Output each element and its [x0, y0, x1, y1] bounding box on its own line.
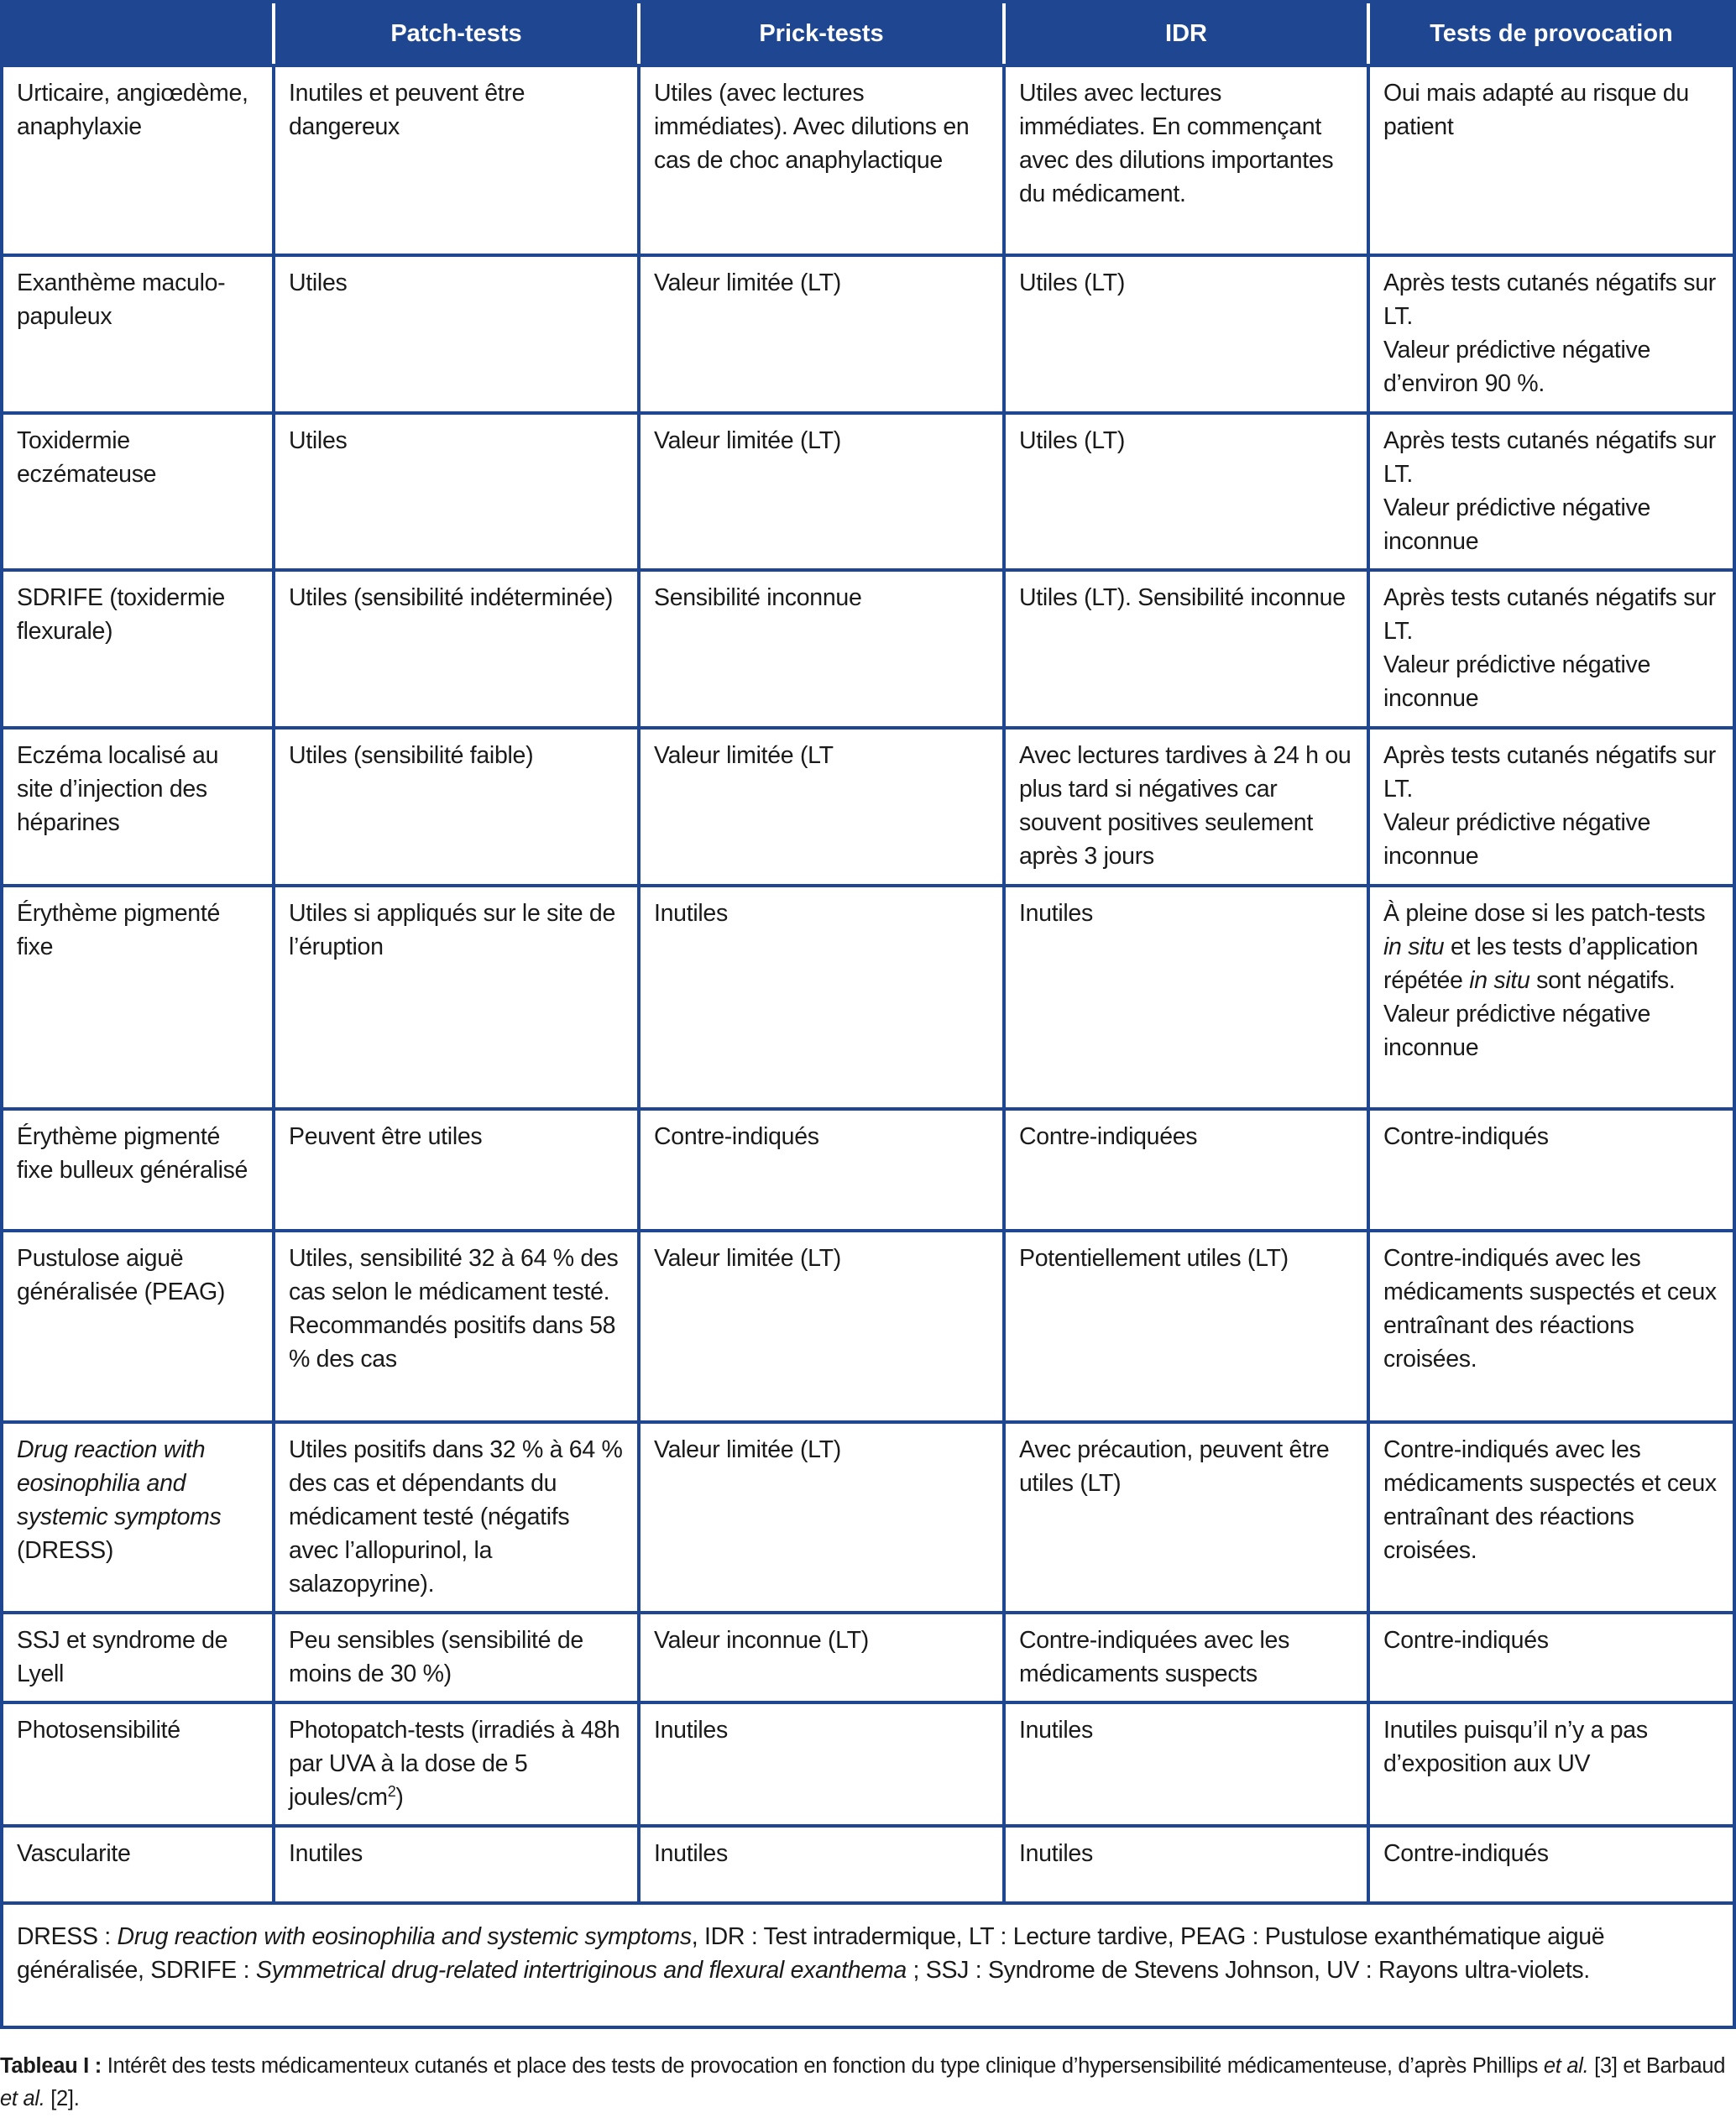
cell-provocation: Inutiles puisqu’il n’y a pas d’exposition aux UV [1368, 1702, 1734, 1826]
table-row [2, 255, 1734, 413]
cell-provocation: Après tests cutanés négatifs sur LT. Valeur prédictive négative inconnue [1368, 413, 1734, 570]
cell-patch: Utiles (sensibilité indéterminée) [274, 570, 639, 728]
cell-provocation: Contre-indiqués [1368, 1613, 1734, 1702]
table-row [2, 570, 1734, 728]
table-row [2, 1826, 1734, 1903]
header-empty [2, 2, 274, 65]
cell-patch: Utiles, sensibilité 32 à 64 % des cas selon le médicament testé. Recommandés positifs dans 58 % des cas [274, 1231, 639, 1422]
cell-prick: Inutiles [639, 1702, 1004, 1826]
cell-idr: Utiles (LT) [1004, 413, 1368, 570]
header-row [2, 2, 1734, 65]
table-row [2, 413, 1734, 570]
cell-type: Drug reaction with eosinophilia and systemic symptoms (DRESS) [2, 1422, 274, 1613]
cell-type: SSJ et syndrome de Lyell [2, 1613, 274, 1702]
cell-prick: Valeur limitée (LT) [639, 413, 1004, 570]
cell-patch: Photopatch-tests (irradiés à 48h par UVA à la dose de 5 joules/$cm^2$) [274, 1702, 639, 1826]
header-prick-tests: Prick-tests [639, 2, 1004, 65]
cell-idr: Inutiles [1004, 1702, 1368, 1826]
cell-provocation: Contre-indiqués [1368, 1826, 1734, 1903]
cell-patch: Utiles [274, 255, 639, 413]
cell-patch: Inutiles [274, 1826, 639, 1903]
table-row [2, 1231, 1734, 1422]
cell-prick: Valeur limitée (LT) [639, 255, 1004, 413]
cell-patch: Peu sensibles (sensibilité de moins de 30 %) [274, 1613, 639, 1702]
cell-idr: Contre-indiquées avec les médicaments suspects [1004, 1613, 1368, 1702]
cell-prick: Valeur limitée (LT) [639, 1422, 1004, 1613]
cell-patch: Inutiles et peuvent être dangereux [274, 65, 639, 255]
cell-provocation: À pleine dose si les patch-tests in situ et les tests d’application répétée in situ sont négatifs. Valeur prédictive négative inconnue [1368, 886, 1734, 1109]
caption-label: Tableau I : [0, 2054, 102, 2078]
cell-provocation: Contre-indiqués avec les médicaments suspectés et ceux entraînant des réactions croisées. [1368, 1231, 1734, 1422]
cell-prick: Inutiles [639, 886, 1004, 1109]
cell-patch: Utiles (sensibilité faible) [274, 728, 639, 886]
cell-prick: Valeur inconnue (LT) [639, 1613, 1004, 1702]
cell-prick: Inutiles [639, 1826, 1004, 1903]
cell-type: Vascularite [2, 1826, 274, 1903]
cell-provocation: Après tests cutanés négatifs sur LT. Valeur prédictive négative inconnue [1368, 728, 1734, 886]
cell-patch: Utiles positifs dans 32 % à 64 % des cas et dépendants du médicament testé (négatifs avec l’allopurinol, la salazopyrine). [274, 1422, 639, 1613]
cell-provocation: Oui mais adapté au risque du patient [1368, 65, 1734, 255]
cell-type: Photosensibilité [2, 1702, 274, 1826]
cell-type: Érythème pigmenté fixe [2, 886, 274, 1109]
cell-prick: Valeur limitée (LT [639, 728, 1004, 886]
table-row [2, 65, 1734, 255]
cell-idr: Inutiles [1004, 886, 1368, 1109]
cell-provocation: Contre-indiqués [1368, 1109, 1734, 1231]
cell-patch: Peuvent être utiles [274, 1109, 639, 1231]
header-tests-provocation: Tests de provocation [1368, 2, 1734, 65]
cell-idr: Utiles (LT) [1004, 255, 1368, 413]
cell-provocation: Après tests cutanés négatifs sur LT. Valeur prédictive négative d’environ 90 %. [1368, 255, 1734, 413]
cell-idr: Potentiellement utiles (LT) [1004, 1231, 1368, 1422]
cell-patch: Utiles si appliqués sur le site de l’éruption [274, 886, 639, 1109]
cell-idr: Contre-indiquées [1004, 1109, 1368, 1231]
cell-prick: Contre-indiqués [639, 1109, 1004, 1231]
cell-prick: Utiles (avec lectures immédiates). Avec dilutions en cas de choc anaphylactique [639, 65, 1004, 255]
table-row [2, 1109, 1734, 1231]
cell-prick: Valeur limitée (LT) [639, 1231, 1004, 1422]
cell-provocation: Après tests cutanés négatifs sur LT. Valeur prédictive négative inconnue [1368, 570, 1734, 728]
cell-type: Pustulose aiguë généralisée (PEAG) [2, 1231, 274, 1422]
cell-idr: Avec précaution, peuvent être utiles (LT) [1004, 1422, 1368, 1613]
cell-idr: Avec lectures tardives à 24 h ou plus tard si négatives car souvent positives seulement après 3 jours [1004, 728, 1368, 886]
cell-idr: Inutiles [1004, 1826, 1368, 1903]
cell-type: Érythème pigmenté fixe bulleux généralisé [2, 1109, 274, 1231]
table-caption: Tableau I : Intérêt des tests médicamenteux cutanés et place des tests de provocation en fonction du type clinique d’hypersensibilité médicamenteuse, d’après Phillips et al. [3] et Barbaud et al. [2]. [0, 2054, 1726, 2110]
cell-provocation: Contre-indiqués avec les médicaments suspectés et ceux entraînant des réactions croisées. [1368, 1422, 1734, 1613]
header-patch-tests: Patch-tests [274, 2, 639, 65]
abbreviations-note: DRESS : Drug reaction with eosinophilia and systemic symptoms, IDR : Test intradermique, LT : Lecture tardive, PEAG : Pustulose exanthématique aiguë généralisée, SDRIFE : Symmetrical drug-related intertriginous and flexural exanthema ; SSJ : Syndrome de Stevens Johnson, UV : Rayons ultra-violets. [2, 1903, 1734, 2027]
header-idr: IDR [1004, 2, 1368, 65]
cell-prick: Sensibilité inconnue [639, 570, 1004, 728]
cell-patch: Utiles [274, 413, 639, 570]
table-row [2, 728, 1734, 886]
cell-type: SDRIFE (toxidermie flexurale) [2, 570, 274, 728]
cell-idr: Utiles (LT). Sensibilité inconnue [1004, 570, 1368, 728]
table-row [2, 1702, 1734, 1826]
table-row [2, 1422, 1734, 1613]
cell-type: Toxidermie eczémateuse [2, 413, 274, 570]
cell-idr: Utiles avec lectures immédiates. En commençant avec des dilutions importantes du médicament. [1004, 65, 1368, 255]
cell-type: Urticaire, angiœdème, anaphylaxie [2, 65, 274, 255]
abbreviations-row [2, 1903, 1734, 2027]
table-row [2, 886, 1734, 1109]
table-row [2, 1613, 1734, 1702]
cell-type: Exanthème maculo-papuleux [2, 255, 274, 413]
cell-type: Eczéma localisé au site d’injection des héparines [2, 728, 274, 886]
